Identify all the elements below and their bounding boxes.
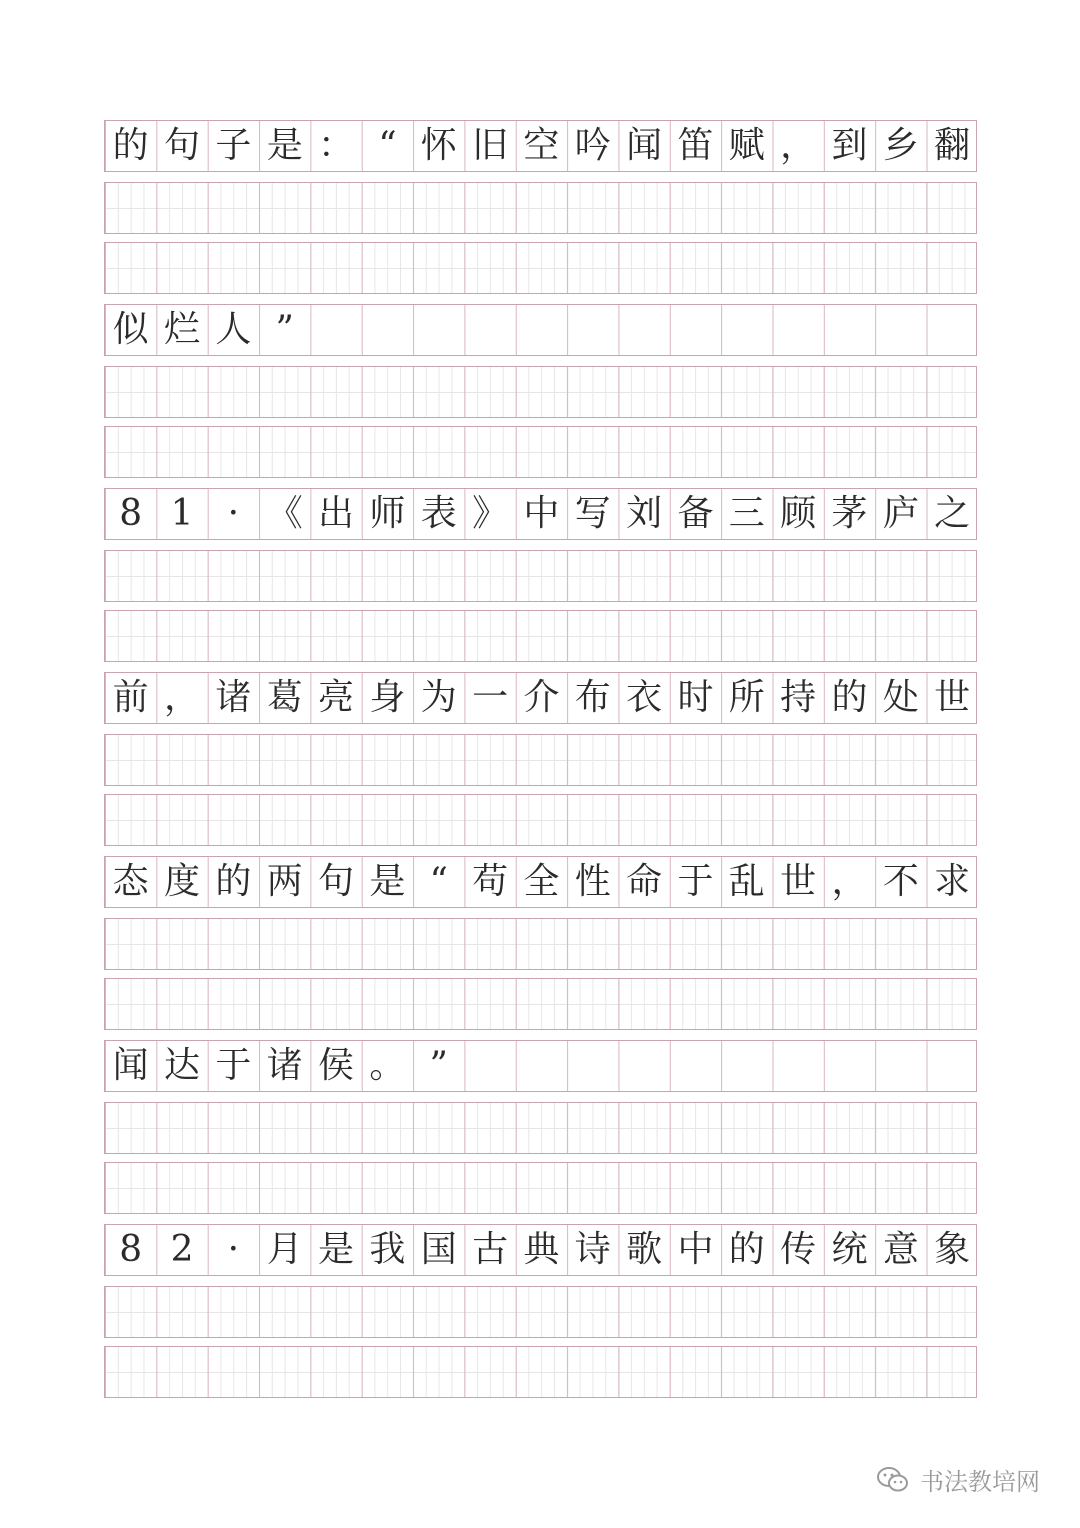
character-cell: 一 <box>472 677 509 718</box>
character-cell: 子 <box>215 125 252 166</box>
character-cell: 中 <box>677 1229 714 1270</box>
practice-grid-row <box>104 1102 977 1154</box>
character-cell: ” <box>429 1045 448 1086</box>
character-cell: 1 <box>170 493 194 534</box>
text-line-row <box>104 1040 977 1092</box>
character-cell: 的 <box>831 677 868 718</box>
text-line <box>105 1041 464 1091</box>
character-cell: 是 <box>369 861 406 902</box>
character-cell: 刘 <box>626 493 663 534</box>
character-cell: 我 <box>369 1229 406 1270</box>
watermark <box>876 1462 1040 1497</box>
character-cell: 的 <box>728 1229 765 1270</box>
character-cell: 中 <box>523 493 560 534</box>
character-cell: 统 <box>831 1229 868 1270</box>
character-cell: 师 <box>369 493 406 534</box>
character-cell: “ <box>429 861 448 902</box>
character-cell: 度 <box>164 861 201 902</box>
practice-grid-row <box>104 366 977 418</box>
character-cell: 是 <box>318 1229 355 1270</box>
character-cell: 句 <box>164 125 201 166</box>
text-line <box>105 857 978 907</box>
character-cell: 三 <box>728 493 765 534</box>
character-cell: 。 <box>369 1045 406 1086</box>
character-cell: 世 <box>780 861 817 902</box>
character-cell: ， <box>780 125 817 166</box>
character-cell: 翻 <box>934 125 971 166</box>
character-cell: 乡 <box>882 125 919 166</box>
character-cell: 旧 <box>472 125 509 166</box>
character-cell: 时 <box>677 677 714 718</box>
character-cell: 出 <box>318 493 355 534</box>
character-cell: 传 <box>780 1229 817 1270</box>
character-cell: 备 <box>677 493 714 534</box>
text-line <box>105 1225 978 1275</box>
character-cell: 侯 <box>318 1045 355 1086</box>
text-line-row <box>104 120 977 172</box>
character-cell: 为 <box>420 677 457 718</box>
character-cell: 8 <box>119 1229 143 1270</box>
character-cell: 亮 <box>318 677 355 718</box>
character-cell: 意 <box>882 1229 919 1270</box>
practice-grid-row <box>104 1162 977 1214</box>
character-cell: 国 <box>420 1229 457 1270</box>
practice-grid-row <box>104 426 977 478</box>
character-cell: 乱 <box>728 861 765 902</box>
character-cell: 8 <box>119 493 143 534</box>
character-cell: ” <box>275 309 294 350</box>
character-cell: 布 <box>574 677 611 718</box>
character-cell: 闻 <box>626 125 663 166</box>
character-cell: 是 <box>266 125 303 166</box>
character-cell: 于 <box>677 861 714 902</box>
character-cell: ， <box>164 677 201 718</box>
character-cell: 月 <box>266 1229 303 1270</box>
character-cell: 怀 <box>420 125 457 166</box>
practice-grid-row <box>104 918 977 970</box>
character-cell: 达 <box>164 1045 201 1086</box>
practice-grid-row <box>104 1346 977 1398</box>
character-cell: 处 <box>882 677 919 718</box>
character-cell: 诗 <box>574 1229 611 1270</box>
character-cell: 《 <box>266 493 303 534</box>
character-cell: 衣 <box>626 677 663 718</box>
character-cell: 写 <box>574 493 611 534</box>
character-cell: 前 <box>112 677 149 718</box>
character-cell: 古 <box>472 1229 509 1270</box>
character-cell: · <box>227 1229 240 1270</box>
practice-grid-row <box>104 734 977 786</box>
character-cell: “ <box>378 125 397 166</box>
text-line <box>105 305 310 355</box>
character-cell: 所 <box>728 677 765 718</box>
character-cell: · <box>227 493 240 534</box>
character-cell: 人 <box>215 309 252 350</box>
character-cell: 象 <box>934 1229 971 1270</box>
practice-grid-row <box>104 610 977 662</box>
practice-grid-row <box>104 1286 977 1338</box>
character-cell: 茅 <box>831 493 868 534</box>
practice-grid-row <box>104 182 977 234</box>
character-cell: 性 <box>574 861 611 902</box>
character-cell: 身 <box>369 677 406 718</box>
character-cell: 之 <box>934 493 971 534</box>
character-cell: 赋 <box>728 125 765 166</box>
character-cell: 歌 <box>626 1229 663 1270</box>
character-cell: 命 <box>626 861 663 902</box>
character-cell: 到 <box>831 125 868 166</box>
character-cell: 闻 <box>112 1045 149 1086</box>
character-cell: 笛 <box>677 125 714 166</box>
character-cell: 全 <box>523 861 560 902</box>
character-cell: 庐 <box>882 493 919 534</box>
character-cell: 不 <box>882 861 919 902</box>
text-line-row <box>104 304 977 356</box>
practice-grid-row <box>104 242 977 294</box>
character-cell: 的 <box>112 125 149 166</box>
character-cell: ： <box>318 125 355 166</box>
character-cell: 》 <box>472 493 509 534</box>
character-cell: 烂 <box>164 309 201 350</box>
practice-grid-row <box>104 794 977 846</box>
character-cell: 典 <box>523 1229 560 1270</box>
character-cell: 诸 <box>215 677 252 718</box>
practice-grid-row <box>104 978 977 1030</box>
character-cell: 态 <box>112 861 149 902</box>
character-cell: ， <box>831 861 868 902</box>
character-cell: 苟 <box>472 861 509 902</box>
text-line-row <box>104 488 977 540</box>
text-line <box>105 489 978 539</box>
character-cell: 葛 <box>266 677 303 718</box>
character-cell: 表 <box>420 493 457 534</box>
character-cell: 似 <box>112 309 149 350</box>
character-cell: 2 <box>170 1229 194 1270</box>
character-cell: 吟 <box>574 125 611 166</box>
character-cell: 于 <box>215 1045 252 1086</box>
character-cell: 的 <box>215 861 252 902</box>
character-cell: 诸 <box>266 1045 303 1086</box>
text-line-row <box>104 856 977 908</box>
watermark-text: 书法教培网 <box>920 1468 1040 1496</box>
practice-grid-row <box>104 550 977 602</box>
character-cell: 两 <box>266 861 303 902</box>
text-line-row <box>104 1224 977 1276</box>
character-cell: 空 <box>523 125 560 166</box>
character-cell: 求 <box>934 861 971 902</box>
text-line-row <box>104 672 977 724</box>
wechat-logo-icon <box>876 1465 910 1495</box>
text-line <box>105 673 978 723</box>
character-cell: 顾 <box>780 493 817 534</box>
character-cell: 持 <box>780 677 817 718</box>
character-cell: 介 <box>523 677 560 718</box>
character-cell: 世 <box>934 677 971 718</box>
text-line <box>105 121 978 171</box>
character-cell: 句 <box>318 861 355 902</box>
